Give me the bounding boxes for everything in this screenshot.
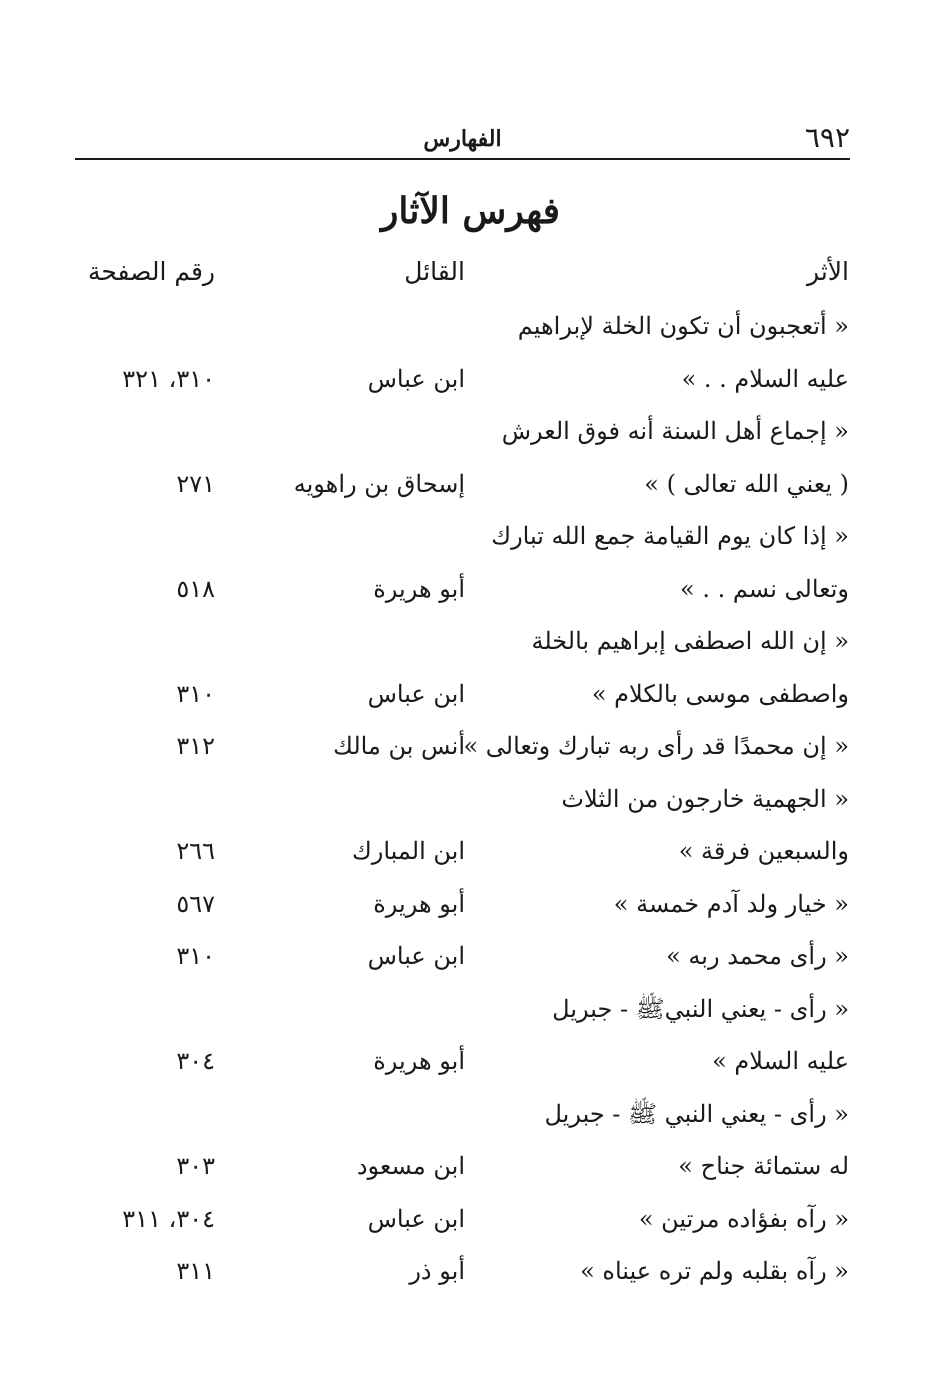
athar-text: « رأى - يعني النبي ﷺ - جبريل (544, 1099, 849, 1128)
table-row (0, 1193, 941, 1245)
athar-text: « رآه بقلبه ولم تره عيناه » (580, 1257, 849, 1285)
table-row (0, 1245, 941, 1297)
sayer-name: أبو هريرة (373, 1047, 465, 1075)
column-headers (0, 246, 941, 298)
athar-text: ( يعني الله تعالى ) » (644, 469, 849, 498)
sayer-name: أبو هريرة (373, 574, 465, 603)
column-header-page: رقم الصفحة (87, 257, 215, 286)
sayer-name: ابن عباس (367, 679, 465, 708)
column-header-sayer: القائل (404, 257, 465, 286)
sayer-name: ابن المبارك (351, 837, 465, 865)
page-title: فهرس الآثار (380, 190, 561, 232)
athar-text: عليه السلام » (712, 1047, 849, 1075)
table-row (0, 720, 941, 772)
page-reference: ٣٠٤، ٣١١ (122, 1204, 215, 1233)
athar-text: « خيار ولد آدم خمسة » (613, 889, 849, 918)
table-row (0, 668, 941, 720)
table-row (0, 563, 941, 615)
column-header-athar: الأثر (807, 257, 849, 286)
sayer-name: أنس بن مالك (333, 732, 465, 760)
table-row (0, 1035, 941, 1087)
athar-text: « الجهمية خارجون من الثلاث (561, 784, 849, 813)
page-reference: ٣٠٣ (176, 1152, 215, 1180)
table-row (0, 615, 941, 667)
athar-text: وتعالى نسم . . » (680, 574, 849, 603)
athar-text: « إن الله اصطفى إبراهيم بالخلة (531, 627, 849, 655)
sayer-name: ابن عباس (367, 942, 465, 970)
table-row (0, 878, 941, 930)
table-row (0, 458, 941, 510)
sayer-name: أبو هريرة (373, 889, 465, 918)
athar-text: « رآه بفؤاده مرتين » (638, 1204, 849, 1233)
page-number: ٦٩٢ (804, 121, 850, 154)
athar-text: له ستمائة جناح » (678, 1152, 849, 1180)
athar-text: والسبعين فرقة » (678, 837, 849, 865)
table-row (0, 773, 941, 825)
athar-text: « إن محمدًا قد رأى ربه تبارك وتعالى » (463, 732, 849, 760)
page-reference: ٣٠٤ (176, 1047, 215, 1075)
page-reference: ٥١٨ (176, 574, 215, 603)
athar-text: عليه السلام . . » (681, 364, 849, 393)
table-row (0, 300, 941, 352)
table-row (0, 1140, 941, 1192)
athar-text: « إذا كان يوم القيامة جمع الله تبارك (491, 522, 849, 550)
table-row (0, 825, 941, 877)
table-row (0, 405, 941, 457)
table-row (0, 983, 941, 1035)
page-reference: ٢٦٦ (176, 837, 215, 865)
page-reference: ٣١٢ (176, 732, 215, 760)
sayer-name: أبو ذر (409, 1257, 465, 1285)
sayer-name: إسحاق بن راهويه (293, 469, 465, 498)
page-header (75, 118, 850, 160)
page-reference: ٣١٠ (176, 942, 215, 970)
table-row (0, 1088, 941, 1140)
page-reference: ٥٦٧ (176, 889, 215, 918)
table-row (0, 510, 941, 562)
athar-text: « رأى - يعني النبيﷺ - جبريل (552, 994, 849, 1023)
table-row (0, 353, 941, 405)
page-reference: ٣١٠، ٣٢١ (122, 364, 215, 393)
page-reference: ٢٧١ (176, 469, 215, 498)
athar-text: « إجماع أهل السنة أنه فوق العرش (501, 417, 849, 445)
athar-text: « أتعجبون أن تكون الخلة لإبراهيم (517, 312, 849, 340)
athar-text: واصطفى موسى بالكلام » (591, 679, 849, 708)
table-row (0, 930, 941, 982)
page-reference: ٣١٠ (176, 679, 215, 708)
running-title: الفهارس (423, 126, 502, 152)
sayer-name: ابن عباس (367, 1204, 465, 1233)
sayer-name: ابن عباس (367, 364, 465, 393)
athar-text: « رأى محمد ربه » (666, 942, 849, 970)
sayer-name: ابن مسعود (356, 1152, 465, 1180)
page-reference: ٣١١ (176, 1257, 215, 1285)
